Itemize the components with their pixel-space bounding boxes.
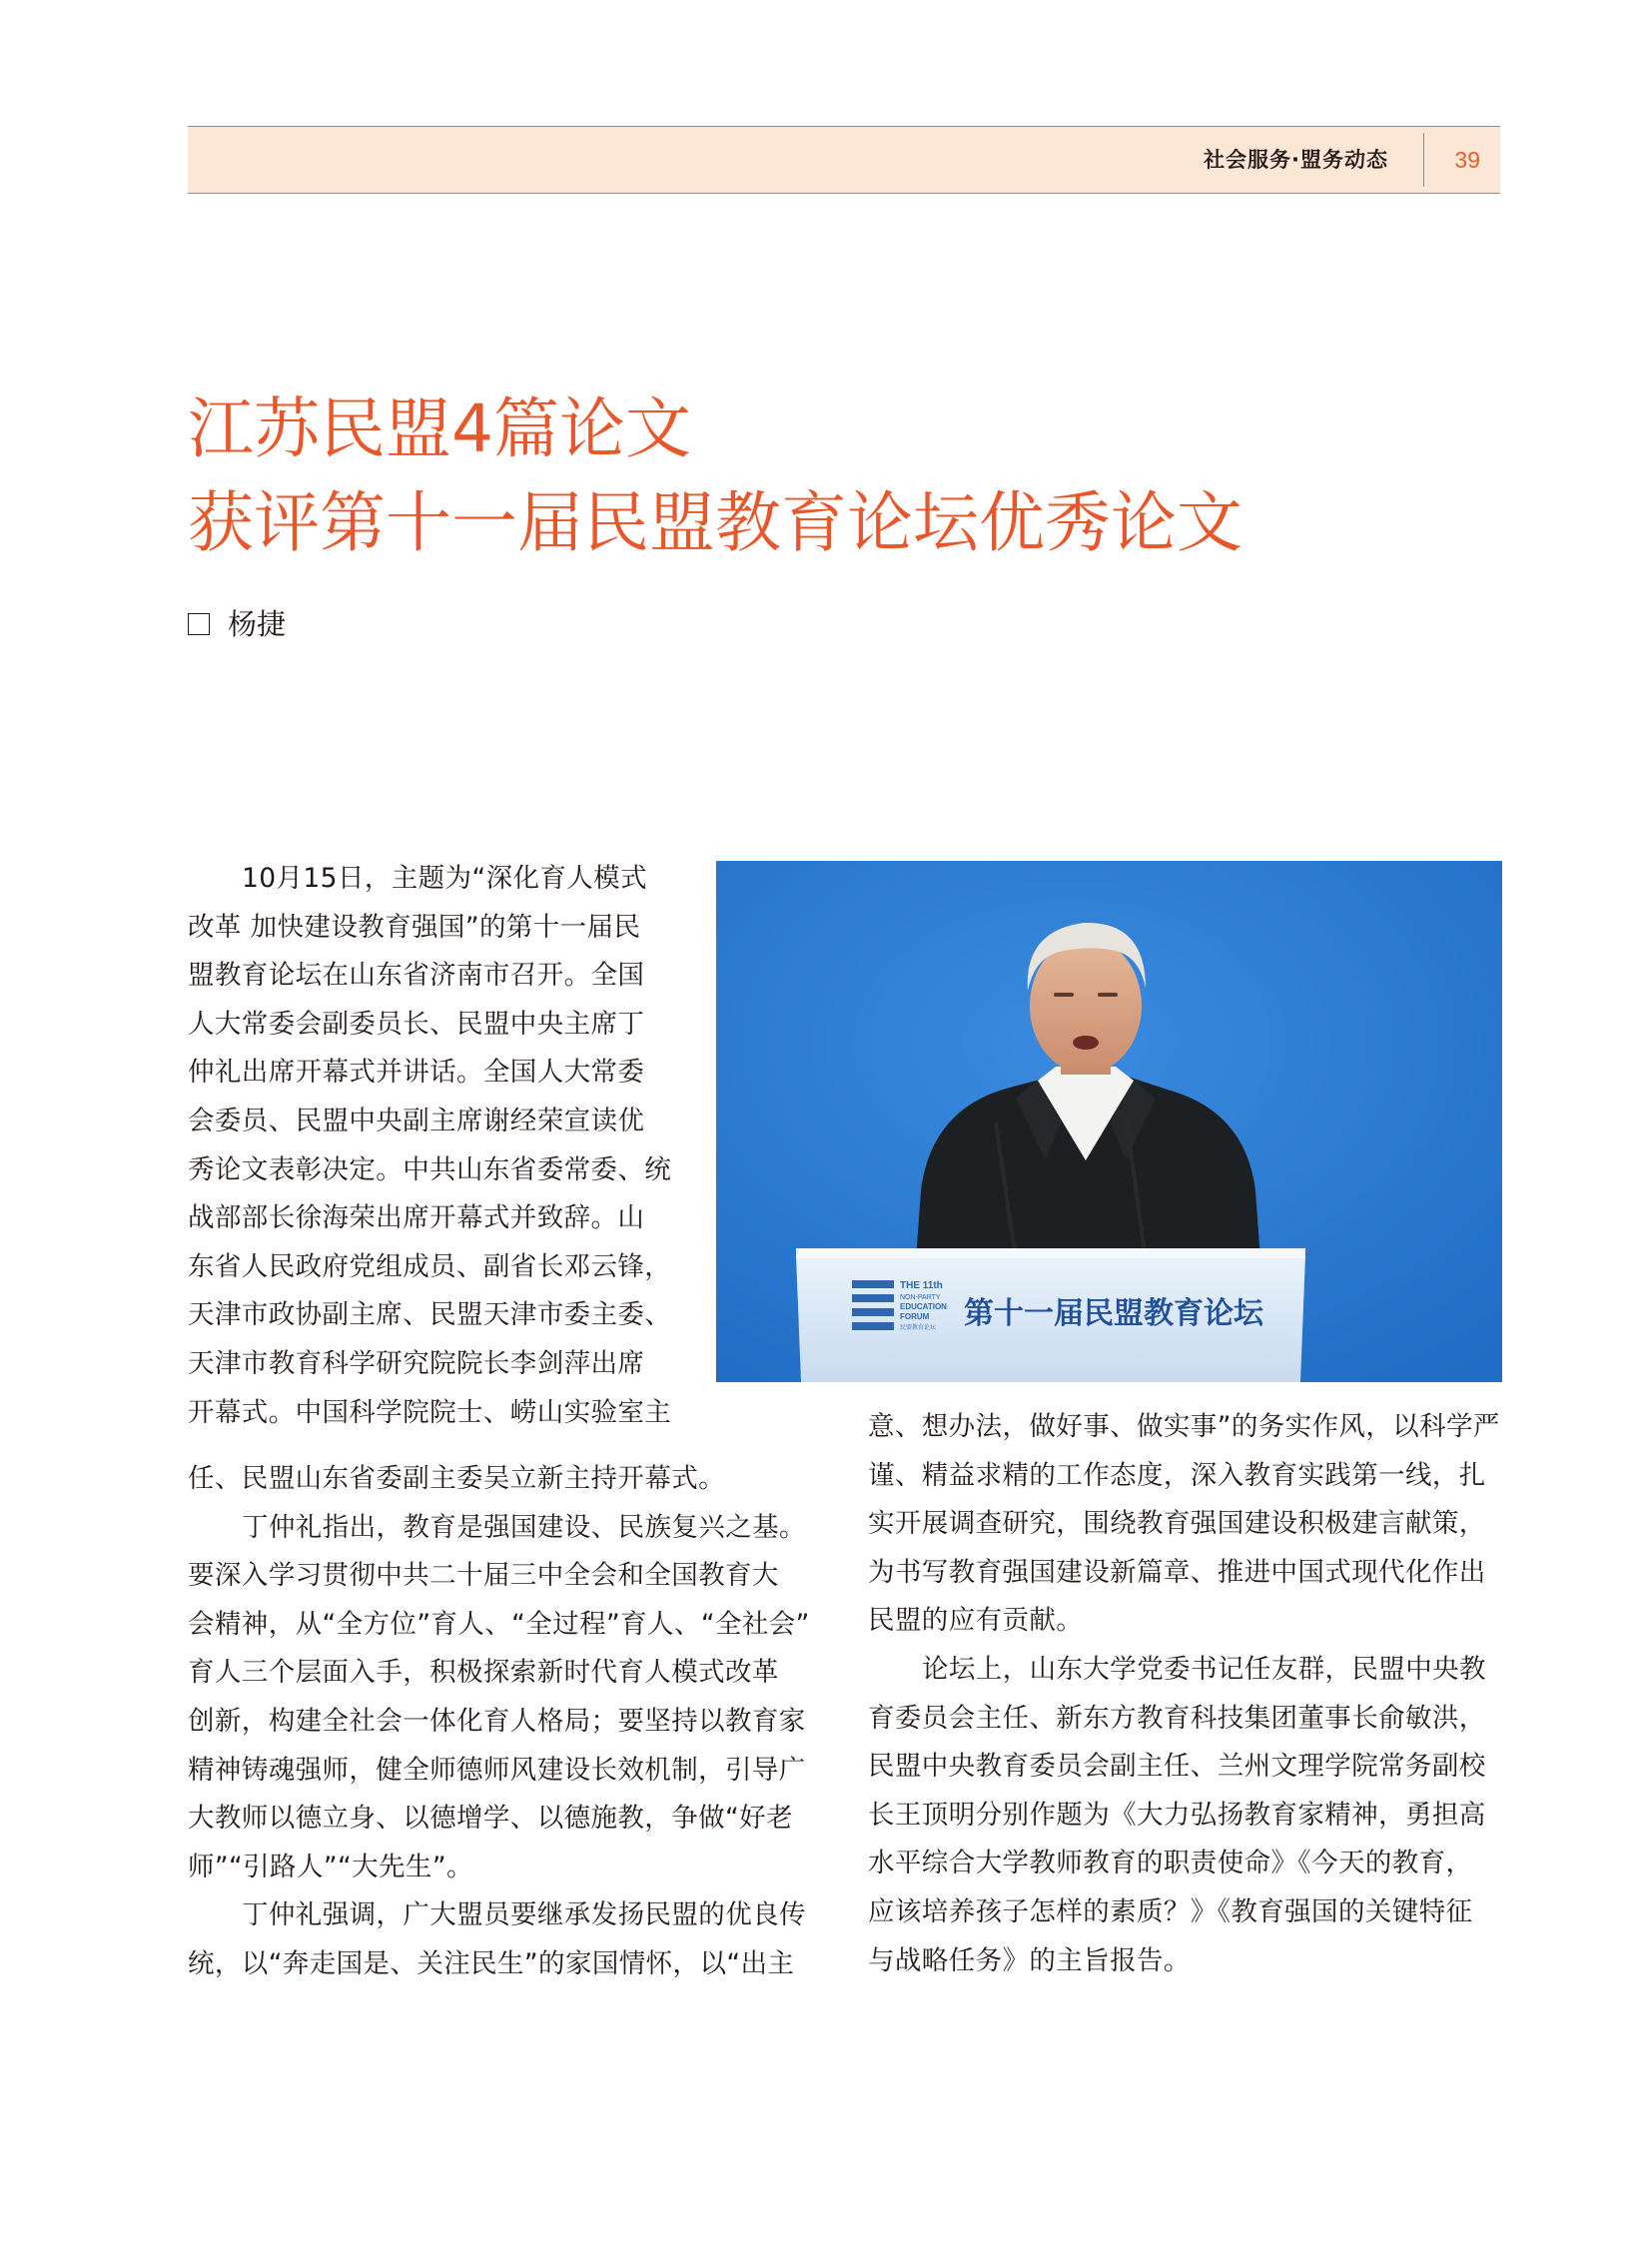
paragraph-line: 精神铸魂强师，健全师德师风建设长效机制，引导广	[188, 1754, 806, 1786]
body-column-left-bottom	[188, 1455, 827, 1989]
body-column-right	[868, 1403, 1507, 1985]
paragraph-line: 意、想办法，做好事、做实事”的务实作风，以科学严	[868, 1411, 1500, 1442]
paragraph-line: 天津市政协副主席、民盟天津市委主委、	[188, 1299, 672, 1331]
paragraph-line: 论坛上，山东大学党委书记任友群，民盟中央教	[922, 1653, 1486, 1685]
paragraph-line: 天津市教育科学研究院院长李剑萍出席	[188, 1347, 645, 1379]
article-title-line-1: 江苏民盟4篇论文	[188, 390, 691, 467]
paragraph-line: 开幕式。中国科学院院士、崂山实验室主	[188, 1396, 672, 1428]
section-label: 社会服务·盟务动态	[1204, 148, 1388, 172]
author-name: 杨捷	[228, 607, 287, 641]
running-header	[188, 126, 1500, 194]
page-number: 39	[1454, 147, 1480, 173]
paragraph-line: 统，以“奔走国是、关注民生”的家国情怀，以“出主	[188, 1947, 795, 1979]
podium-banner-text: 第十一届民盟教育论坛	[964, 1296, 1263, 1331]
byline	[188, 604, 286, 644]
paragraph-line: 人大常委会副委员长、民盟中央主席丁	[188, 1008, 645, 1040]
paragraph-line: 师”“引路人”“大先生”。	[188, 1851, 473, 1882]
speaker-photo	[716, 861, 1502, 1382]
paragraph-line: 大教师以德立身、以德增学、以德施教，争做“好老	[188, 1803, 793, 1835]
paragraph-line: 为书写教育强国建设新篇章、推进中国式现代化作出	[868, 1556, 1486, 1588]
paragraph-line: 丁仲礼强调，广大盟员要继承发扬民盟的优良传	[242, 1899, 806, 1931]
paragraph-line: 会委员、民盟中央副主席谢经荣宣读优	[188, 1105, 645, 1136]
paragraph-line: 丁仲礼指出，教育是强国建设、民族复兴之基。	[242, 1511, 806, 1543]
paragraph-line: 民盟的应有贡献。	[868, 1605, 1084, 1637]
paragraph-line: 改革 加快建设教育强国”的第十一届民	[188, 911, 641, 943]
paragraph-line: 会精神，从“全方位”育人、“全过程”育人、“全社会”	[188, 1608, 810, 1640]
header-divider	[1423, 133, 1425, 187]
paragraph-line: 应该培养孩子怎样的素质？》《教育强国的关键特征	[868, 1895, 1473, 1927]
paragraph-line: 盟教育论坛在山东省济南市召开。全国	[188, 960, 645, 992]
logo-line-2: NON-PARTY	[900, 1294, 941, 1301]
paragraph-line: 水平综合大学教师教育的职责使命》《今天的教育，	[868, 1848, 1473, 1879]
logo-line-5: 民盟教育论坛	[900, 1324, 937, 1331]
paragraph-line: 谨、精益求精的工作态度，深入教育实践第一线，扎	[868, 1459, 1486, 1491]
paragraph-line: 战部部长徐海荣出席开幕式并致辞。山	[188, 1202, 645, 1234]
paragraph-line: 秀论文表彰决定。中共山东省委常委、统	[188, 1153, 672, 1185]
paragraph-line: 仲礼出席开幕式并讲话。全国人大常委	[188, 1057, 645, 1089]
paragraph-line: 任、民盟山东省委副主委吴立新主持开幕式。	[188, 1463, 725, 1494]
paragraph-line: 创新，构建全社会一体化育人格局；要坚持以教育家	[188, 1705, 806, 1737]
logo-line-4: FORUM	[900, 1312, 930, 1321]
paragraph-line: 要深入学习贯彻中共二十届三中全会和全国教育大	[188, 1560, 779, 1592]
paragraph-line: 育人三个层面入手，积极探索新时代育人模式改革	[188, 1657, 779, 1689]
paragraph-line: 东省人民政府党组成员、副省长邓云锋，	[188, 1250, 672, 1282]
logo-line-3: EDUCATION	[900, 1302, 947, 1311]
body-column-left-top	[188, 855, 687, 1437]
logo-line-1: THE 11th	[900, 1280, 943, 1291]
square-bullet-icon	[188, 613, 210, 635]
paragraph-line: 民盟中央教育委员会副主任、兰州文理学院常务副校	[868, 1751, 1486, 1783]
paragraph-line: 与战略任务》的主旨报告。	[868, 1944, 1191, 1976]
paragraph-line: 育委员会主任、新东方教育科技集团董事长俞敏洪，	[868, 1702, 1486, 1734]
article-title-line-2: 获评第十一届民盟教育论坛优秀论文	[188, 484, 1242, 561]
paragraph-line: 长王顶明分别作题为《大力弘扬教育家精神，勇担高	[868, 1799, 1486, 1831]
paragraph-line: 10月15日，主题为“深化育人模式	[242, 863, 647, 894]
paragraph-line: 实开展调查研究，围绕教育强国建设积极建言献策，	[868, 1508, 1486, 1540]
